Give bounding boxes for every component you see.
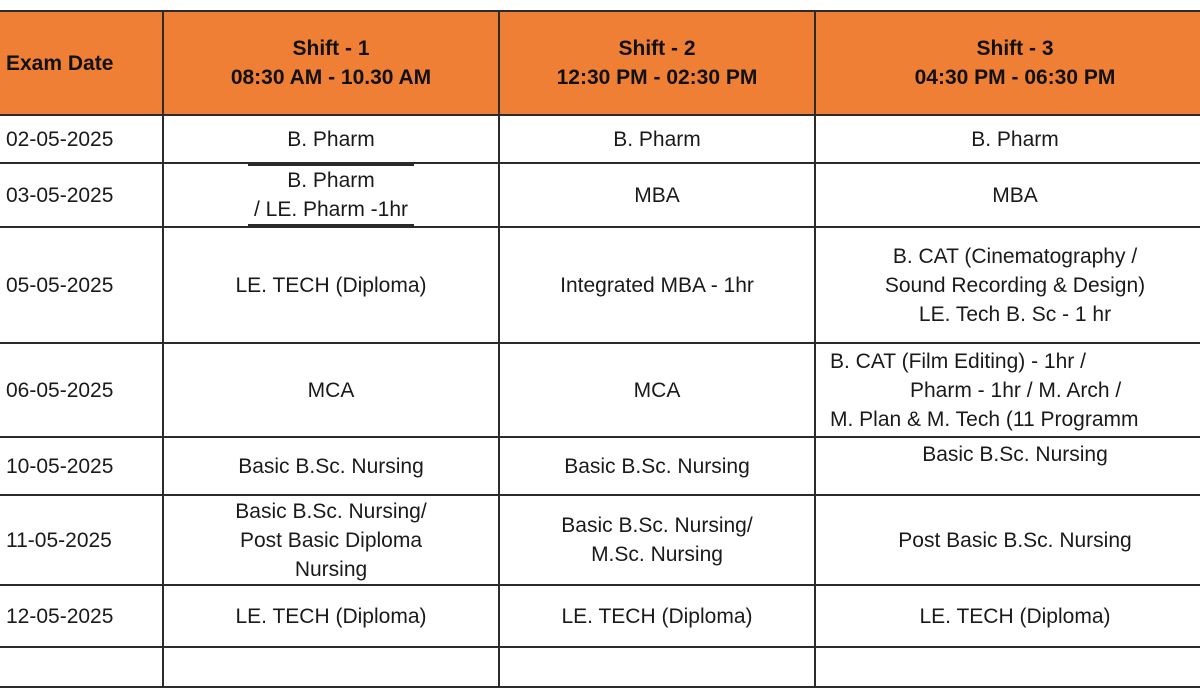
shift-2-cell <box>499 163 815 227</box>
subject-line: LE. TECH (Diploma) <box>235 273 427 297</box>
subject-line: LE. TECH (Diploma) <box>561 604 753 628</box>
subject-line: B. Pharm <box>287 169 375 192</box>
subject-line: MBA <box>634 183 680 207</box>
shift-2-cell <box>499 115 815 163</box>
subject-line: MCA <box>307 378 355 402</box>
subject-line: LE. TECH (Diploma) <box>235 604 427 628</box>
shift-1-header <box>163 11 499 115</box>
table-row <box>0 437 1200 495</box>
subject-line: Post Basic Diploma <box>239 528 423 552</box>
shift-3-cell <box>815 163 1200 227</box>
subject-line: Basic B.Sc. Nursing <box>238 454 424 478</box>
subject-line: M.Sc. Nursing <box>591 543 723 566</box>
exam-date-cell: 06-05-2025 <box>0 343 163 437</box>
shift-3-title: Shift - 3 <box>976 37 1054 60</box>
shift-1-cell <box>163 227 499 343</box>
shift-2-cell <box>499 227 815 343</box>
exam-date-header: Exam Date <box>0 11 163 115</box>
exam-date-cell: 02-05-2025 <box>0 115 163 163</box>
shift-1-cell <box>163 163 499 227</box>
exam-date-cell: 11-05-2025 <box>0 495 163 585</box>
subject-line: Basic B.Sc. Nursing <box>922 443 1108 466</box>
empty-cell <box>163 647 499 687</box>
table-row <box>0 163 1200 227</box>
shift-3-time: 04:30 PM - 06:30 PM <box>914 66 1116 89</box>
subject-line: B. Pharm <box>613 127 701 151</box>
shift-2-cell <box>499 343 815 437</box>
shift-1-cell <box>163 115 499 163</box>
shift-1-cell <box>163 495 499 585</box>
subject-line: B. Pharm <box>287 127 375 151</box>
table-row <box>0 585 1200 647</box>
subject-block <box>248 164 414 226</box>
table-row-empty <box>0 647 1200 687</box>
shift-1-time: 08:30 AM - 10.30 AM <box>230 66 432 89</box>
subject-line: Basic B.Sc. Nursing <box>564 454 750 478</box>
table-row <box>0 227 1200 343</box>
exam-schedule-table <box>0 10 1200 688</box>
table-row <box>0 115 1200 163</box>
exam-date-cell: 12-05-2025 <box>0 585 163 647</box>
shift-1-cell <box>163 585 499 647</box>
subject-line: Integrated MBA - 1hr <box>560 273 754 297</box>
subject-line: M. Plan & M. Tech (11 Programm <box>830 407 1139 431</box>
header-row <box>0 11 1200 115</box>
exam-date-cell: 03-05-2025 <box>0 163 163 227</box>
shift-2-header <box>499 11 815 115</box>
shift-3-header <box>815 11 1200 115</box>
table-row <box>0 495 1200 585</box>
shift-1-cell <box>163 437 499 495</box>
subject-line: B. CAT (Cinematography / <box>892 244 1138 268</box>
subject-line: B. CAT (Film Editing) - 1hr / <box>830 349 1086 373</box>
empty-cell <box>499 647 815 687</box>
subject-line: Pharm - 1hr / M. Arch / <box>910 378 1122 402</box>
subject-line: Post Basic B.Sc. Nursing <box>898 528 1132 552</box>
subject-line: / LE. Pharm -1hr <box>253 198 409 221</box>
shift-2-cell <box>499 495 815 585</box>
shift-3-cell <box>815 437 1200 495</box>
subject-line: Basic B.Sc. Nursing/ <box>235 499 427 523</box>
subject-line: B. Pharm <box>971 127 1059 151</box>
subject-line: LE. TECH (Diploma) <box>919 604 1111 628</box>
subject-line: MBA <box>992 183 1038 207</box>
shift-3-cell <box>815 585 1200 647</box>
shift-3-cell <box>815 343 1200 437</box>
exam-date-cell: 10-05-2025 <box>0 437 163 495</box>
subject-line: MCA <box>633 378 681 402</box>
shift-3-cell <box>815 227 1200 343</box>
subject-line: Basic B.Sc. Nursing/ <box>561 514 753 537</box>
shift-3-cell <box>815 495 1200 585</box>
shift-2-title: Shift - 2 <box>618 37 696 60</box>
subject-line: LE. Tech B. Sc - 1 hr <box>918 302 1112 326</box>
empty-cell <box>815 647 1200 687</box>
shift-1-cell <box>163 343 499 437</box>
shift-2-time: 12:30 PM - 02:30 PM <box>556 66 758 89</box>
exam-date-cell: 05-05-2025 <box>0 227 163 343</box>
subject-line: Nursing <box>294 557 368 581</box>
shift-1-title: Shift - 1 <box>292 37 370 60</box>
subject-line: Sound Recording & Design) <box>884 273 1146 297</box>
table-row <box>0 343 1200 437</box>
shift-3-cell <box>815 115 1200 163</box>
empty-cell <box>0 647 163 687</box>
shift-2-cell <box>499 585 815 647</box>
shift-2-cell <box>499 437 815 495</box>
